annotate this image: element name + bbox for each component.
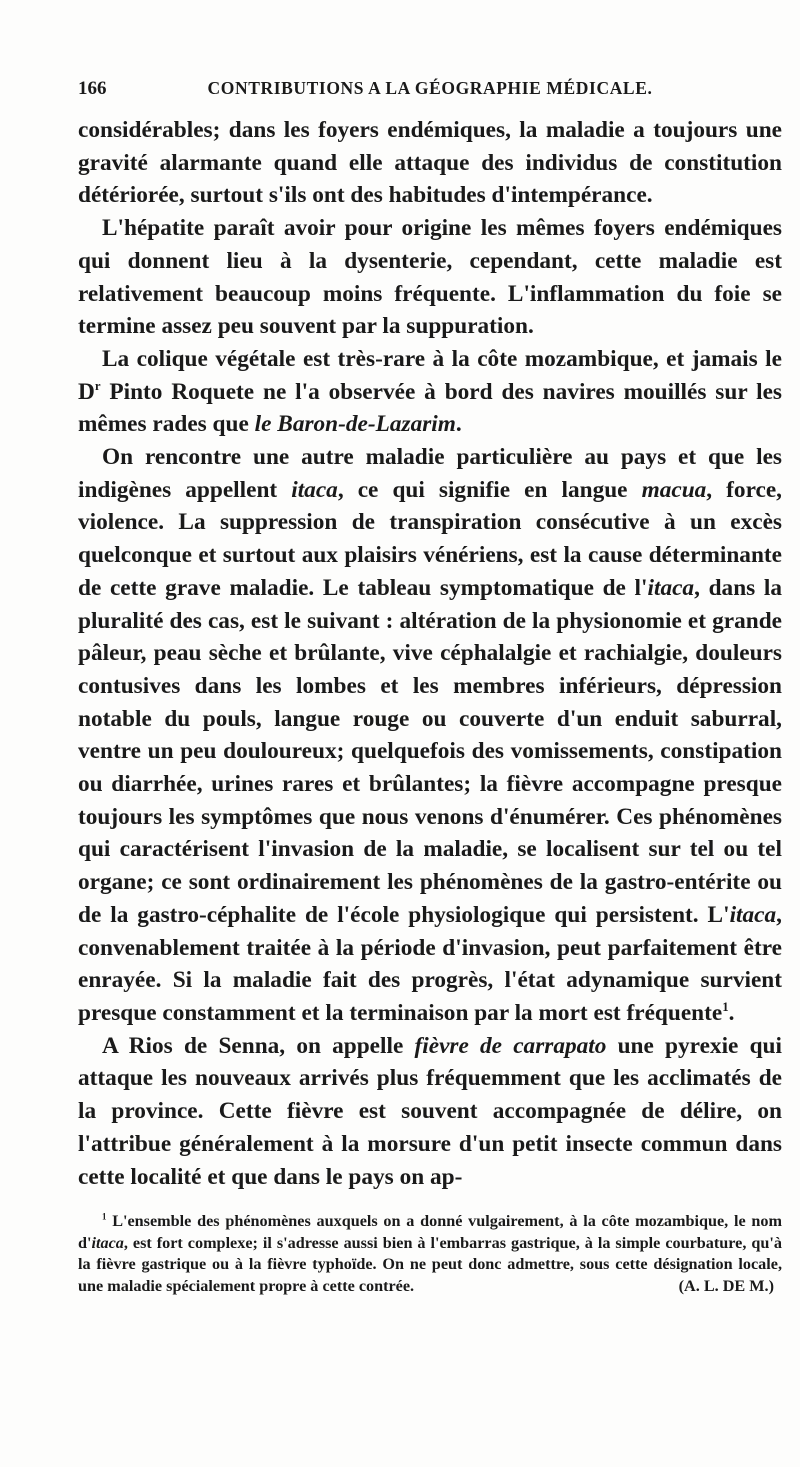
paragraph-4-text-6: . — [728, 999, 735, 1026]
paragraph-4-text-2: , ce qui signifie en langue — [337, 476, 642, 503]
footnote-marker: 1 — [102, 1211, 107, 1222]
paragraph-5 — [78, 1030, 782, 1194]
footnote-paragraph — [78, 1211, 782, 1297]
paragraph-5-text: A Rios de Senna, on appelle — [102, 1032, 415, 1059]
paragraph-4-text-3: , force, violence. La suppression de transpiration consécutive à un excès quelconque et surtout aux plaisirs vénériens, est la cause déterminante de cette grave maladie. Le tableau symptomatique de l' — [78, 476, 783, 601]
doctor-abbrev-sup: r — [94, 378, 101, 393]
paragraph-1-text: considérables; dans les foyers endémiques, la maladie a toujours une gravité alarmante quand elle attaque des individus de constitution détériorée, surtout s'ils ont des habitudes d'intempérance. — [78, 117, 782, 209]
paragraph-4-text-5: , convenablement traitée à la période d'invasion, peut parfaitement être enrayée. Si la maladie fait des progrès, l'état adynamique survient presque constamment et la terminaison par la mort est fréquente — [78, 901, 782, 1026]
paragraph-4-text-4: , dans la pluralité des cas, est le suivant : altération de la physionomie et grande pâleur, peau sèche et brûlante, vive céphalalgie et rachialgie, douleurs contusives dans les lombes et les membres inférieurs, dépression notable du pouls, langue rouge ou couverte d'un enduit saburral, ventre un peu douloureux; quelquefois des vomissements, constipation ou diarrhée, urines rares et brûlantes; la fièvre accompagne presque toujours les symptômes que nous venons d'énumérer. Ces phénomènes qui caractérisent l'invasion de la maladie, se localisent sur tel ou tel organe; ce sont ordinairement les phénomènes de la gastro-entérite ou de la gastro-céphalite de l'école physiologique qui persistent. L' — [78, 574, 782, 928]
paragraph-4-text-1: On rencontre une autre maladie particulière au pays et que les indigènes appellent — [78, 444, 782, 503]
paragraph-5-text-end: une pyrexie qui attaque les nouveaux arrivés plus fréquemment que les acclimatés de la province. Cette fièvre est souvent accompagnée de délire, on l'attribue généralement à la morsure d'un petit insecte commun dans cette localité et que dans le pays on ap- — [78, 1032, 782, 1190]
book-page — [78, 78, 782, 1297]
term-itaca: itaca — [291, 476, 338, 503]
term-macua: macua — [641, 476, 707, 503]
footnote-signature: (A. L. DE M.) — [678, 1276, 774, 1295]
term-fievre-de-carrapato: fièvre de carrapato — [414, 1032, 607, 1059]
paragraph-4 — [78, 441, 782, 1030]
paragraph-3 — [78, 343, 782, 441]
paragraph-3-text: La colique végétale est très-rare à la côte mozambique, et jamais le D — [78, 345, 782, 405]
paragraph-1 — [78, 114, 782, 212]
paragraph-2-text: L'hépatite paraît avoir pour origine les mêmes foyers endémiques qui donnent lieu à la dysenterie, cependant, cette maladie est relativement beaucoup moins fréquente. L'inflammation du foie se termine assez peu souvent par la suppuration. — [78, 215, 782, 340]
footnote-term-itaca: itaca — [91, 1233, 124, 1252]
body-text — [78, 114, 782, 1193]
term-itaca: itaca — [647, 574, 695, 601]
footnote — [78, 1211, 782, 1297]
running-title: CONTRIBUTIONS A LA GÉOGRAPHIE MÉDICALE. — [207, 78, 653, 98]
page-header — [78, 78, 782, 114]
paragraph-3-text-end: . — [455, 411, 462, 438]
page-number: 166 — [78, 78, 107, 99]
footnote-text: L'ensemble des phénomènes auxquels on a donné vulgairement, à la côte mozambique, le nom d' — [78, 1212, 782, 1252]
term-itaca: itaca — [729, 901, 777, 928]
paragraph-3-text-mid: Pinto Roquete ne l'a observée à bord des navires mouillés sur les mêmes rades que — [78, 378, 782, 438]
footnote-text-end: , est fort complexe; il s'adresse aussi bien à l'embarras gastrique, à la simple courbature, qu'à la fièvre gastrique ou à la fièvre typhoïde. On ne peut donc admettre, sous cette désignation locale, une maladie spécialement propre à cette contrée. — [78, 1233, 782, 1295]
ship-name: le Baron-de-Lazarim — [254, 411, 456, 438]
paragraph-2 — [78, 212, 782, 343]
footnote-reference: 1 — [722, 1000, 729, 1015]
